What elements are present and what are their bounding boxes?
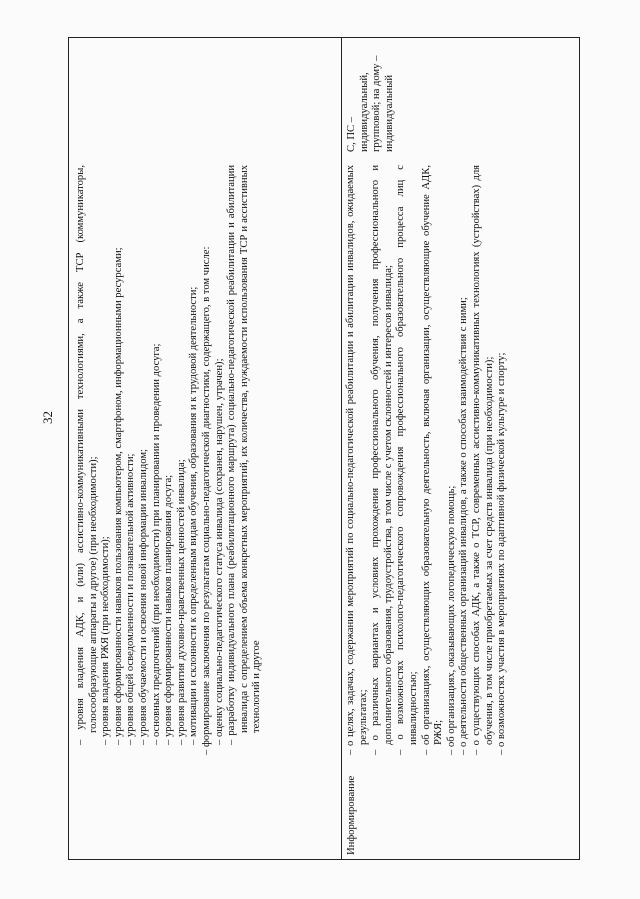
list-item: – уровня общей осведомленности и познавательной активности;: [125, 453, 137, 745]
list-item: – о возможностях психолого-педагогического сопровождения профессионального образовательного процесса лиц с инвалидностью;: [395, 165, 419, 755]
row-main-label-cell: [343, 762, 579, 859]
row-top-label-cell: [69, 762, 339, 859]
row-main-label: Информирование: [346, 775, 357, 855]
list-item: – о существующих способах АДК, а также о ТСР, современных ассистивно-коммуникативных технологиях (устройствах) для обучения, в том числе приобретаемых за счет средств инвалида (при необходимости);: [470, 165, 495, 755]
list-item: – разработку индивидуального плана (реабилитационного маршрута) социально-педагогической реабилитации и абилитации инвалида с определением объема конкретных мероприятий, их количества, нуждаемости использования ТСР и ассистивных технологий и другое: [226, 165, 263, 745]
list-item: – уровня развития духовно-нравственных ценностей инвалида;: [175, 459, 187, 745]
list-item: – мотивации и склонности к определенным видам обучения, образования и к трудовой деятельности;: [188, 286, 200, 745]
list-item: – о целях, задачах, содержании мероприятий по социально-педагогической реабилитации и абилитации инвалидов, ожидаемых результатах;: [345, 165, 369, 755]
list-item: – уровня владения РЖЯ (при необходимости);: [100, 536, 112, 745]
list-item: – формирование заключения по результатам социально-педагогической диагностики, содержащего, в том числе:: [200, 246, 212, 755]
list-item: – уровня сформированности навыков пользования компьютером, смартфоном, информационными ресурсами;: [112, 247, 124, 745]
row-main-extra-cell: [343, 36, 579, 156]
list-item: – о различных вариантах и условиях прохождения профессионального обучения, получения профессионального и дополнительного образования, трудоустройства, в том числе с учетом склонностей и интересов инвалида;: [370, 165, 394, 755]
list-item: – о деятельности общественных организаций инвалидов, а также о способах взаимодействия с ними;: [458, 297, 470, 755]
list-item: – уровня сформированности навыков планирования досуга;: [163, 474, 175, 745]
row-main-extra: С, ПС – индивидуальный, групповой; на дому – индивидуальный: [346, 55, 395, 152]
list-item: – оценку социально-педагогического статуса инвалида (сохранен, нарушен, утрачен);: [213, 358, 225, 745]
list-item: – о возможностях участия в мероприятиях по адаптивной физической культуре и спорту;: [496, 352, 508, 755]
list-item: – основных предпочтений (при необходимости) при планировании и проведении досуга;: [150, 343, 162, 745]
document-table: [68, 37, 580, 860]
row-top-extra-cell: [69, 36, 339, 156]
row-main-content-cell: [345, 165, 577, 755]
list-item: – об организациях, оказывающих логопедическую помощь;: [445, 485, 457, 755]
list-item: – об организациях, осуществляющих образовательную деятельность, включая организации, осуществляющие обучение АДК, РЖЯ;: [420, 165, 445, 755]
row-top-content-cell: [75, 165, 339, 755]
rotated-table-container: [68, 37, 580, 860]
list-item: – уровня владения АДК, и (или) ассистивно-коммуникативными технологиями, а также ТСР (коммуникаторы, голосообразующие аппараты и другое) (при необходимости);: [75, 165, 99, 745]
row-divider: [341, 38, 342, 859]
page-number: 32: [40, 411, 55, 424]
list-item: – уровня обучаемости и освоения новой информации инвалидом;: [137, 449, 149, 745]
